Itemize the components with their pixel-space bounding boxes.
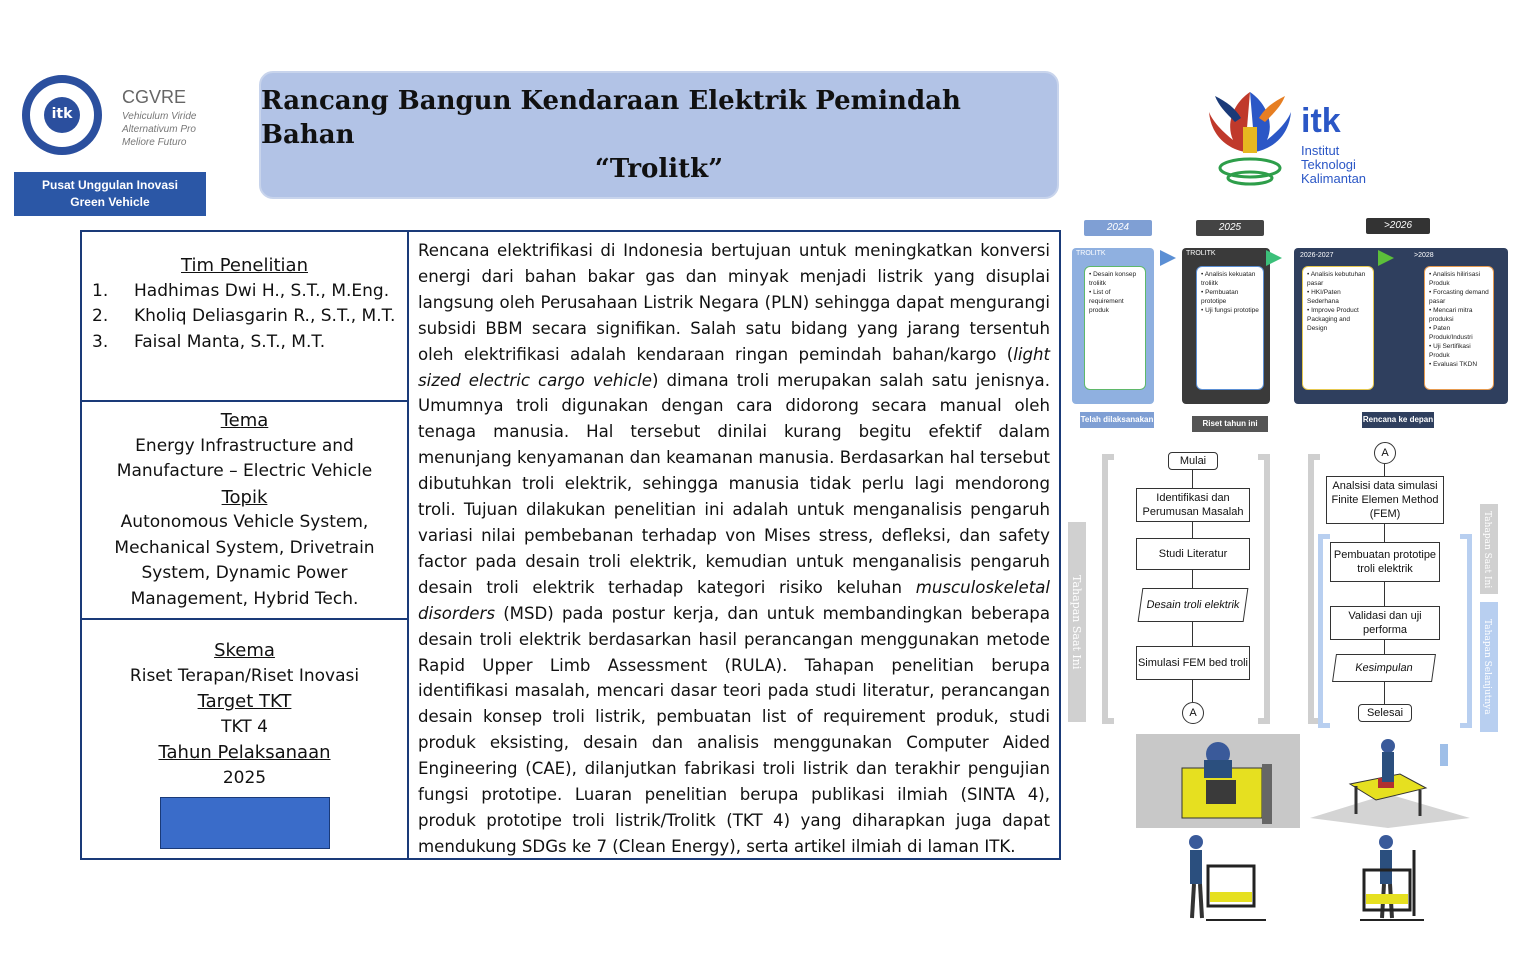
topic-line: Autonomous Vehicle System,: [120, 512, 369, 532]
bracket: [1460, 534, 1472, 728]
itk-name-line: Teknologi: [1301, 157, 1356, 172]
abstract-italic: light sized electric cargo vehicle: [418, 344, 1050, 390]
motto-line: Vehiculum Viride: [122, 111, 197, 122]
motto-line: Meliore Futuro: [122, 137, 187, 148]
side-label: Tahapan Selanjutnya: [1482, 619, 1492, 715]
phase-panel: [1072, 248, 1154, 404]
worker-trolley-icon: [1170, 830, 1290, 922]
theme-line: Energy Infrastructure and: [135, 435, 354, 456]
abstract-part: (MSD) pada postur kerja, dan untuk membandingkan beberapa desain troli elektrik berdasarkan hasil perancangan menggunakan metode Rapid Upper Limb Assessment (RULA). Tahapan penelitian berupa identifikasi masalah, mencari dasar teori pada studi literatur, perancangan desain konsep troli listrik, pembuatan list of requirement produk, studi produk eksisting, desain dan analisis menggunakan Computer Aided Engineering (CAE), dilanjutkan fabrikasi troli listrik dan terakhir pengujian fungsi prototipe. Luaran penelitian berupa publikasi ilmiah (SINTA 4), produk prototipe troli listrik/Trolitk (TKT 4) yang diharapkan juga dapat mendukung SDGs ke 7 (Clean Energy), serta artikel ilmiah di laman ITK.: [418, 603, 1050, 856]
ergonomic-figure-1: [1170, 830, 1290, 922]
bracket: [1318, 534, 1330, 728]
itk-logo: [1205, 82, 1385, 192]
center-badge: [14, 172, 206, 216]
flow-connector: A: [1374, 442, 1396, 464]
phase-item: • Analisis hilirisasi Produk: [1429, 271, 1481, 287]
phase-item: • Desain konsep troliitk: [1089, 271, 1137, 287]
phase-header: TROLITK: [1076, 250, 1106, 257]
phase-header: 2026-2027: [1300, 252, 1334, 259]
arrow-icon: [1160, 250, 1176, 266]
abstract-part: Rencana elektrifikasi di Indonesia bertujuan untuk meningkatkan konversi energi dari bahan bakar gas dan minyak menjadi listrik yang disuplai langsung oleh Perusahaan Listrik Negara (PLN) sehingga dapat mengurangi subsidi BBM secara signifikan. Salah satu bidang yang jarang tersentuh oleh elektrifikasi adalah kendaraan ringan pemindah bahan/kargo (: [418, 241, 1050, 364]
flow-connector: A: [1182, 702, 1204, 724]
team-member: 3. Faisal Manta, S.T., M.T.: [92, 331, 326, 352]
flow-step: Studi Literatur: [1136, 538, 1250, 570]
badge-line: Green Vehicle: [70, 195, 150, 209]
year-tab: 2025: [1196, 220, 1264, 236]
topic-heading: Topik: [221, 486, 268, 508]
phase-item: • Uji Sertifikasi Produk: [1429, 343, 1471, 359]
flow-step: Desain troli elektrik: [1138, 588, 1249, 622]
phase-card: [1424, 266, 1494, 390]
year-heading: Tahun Pelaksanaan: [158, 742, 331, 763]
phase-panel: [1294, 248, 1508, 404]
phase-item: • Mencari mitra produksi: [1429, 307, 1473, 323]
year-tab: 2024: [1084, 220, 1152, 236]
phase-item: • Evaluasi TKDN: [1429, 361, 1478, 368]
trolley-render-top: [1136, 734, 1300, 828]
theme-heading: Tema: [220, 410, 269, 431]
flow-step: Pembuatan prototipe troli elektrik: [1330, 542, 1440, 582]
phase-item: • Pembuatan prototipe: [1201, 289, 1239, 305]
badge-line: Pusat Unggulan Inovasi: [41, 178, 179, 192]
flow-start: Mulai: [1168, 452, 1218, 470]
abstract-part: ) dimana troli merupakan salah satu jenisnya. Umumnya troli digunakan dengan cara didorong secara manual oleh tenaga manusia. Hal tersebut dinilai kurang begitu efektif dalam menunjang kenyamanan dan keamanan manusia. Berdasarkan hal tersebut dibutuhkan troli elektrik, sehingga manusia tidak perlu lagi mendorong troli. Tujuan dilakukan penelitian ini adalah untuk menganalisis pengaruh variasi nilai pembebanan terhadap von Mises stress, defleksi, dan safety factor pada desain troli elektrik, kemudian untuk menganalisis pengaruh desain troli elektrik terhadap kategori risiko keluhan: [418, 370, 1050, 597]
cgvre-short-name: CGVRE: [122, 87, 187, 107]
phase-item: • Paten Produk/Industri: [1429, 325, 1473, 341]
itk-name-line: Institut: [1301, 143, 1340, 158]
phase-item: • Forcasting demand pasar: [1429, 289, 1489, 305]
motto-line: Alternativum Pro: [122, 124, 196, 135]
team-member: 1. Hadhimas Dwi H., S.T., M.Eng.: [92, 280, 390, 301]
title-banner: [259, 71, 1059, 199]
phase-panel: [1182, 248, 1270, 404]
title-line-2: “Trolitk”: [594, 154, 724, 184]
side-label: Tahapan Saat Ini: [1482, 511, 1492, 589]
worker-trolley-icon: [1330, 830, 1450, 922]
year-value: 2025: [222, 767, 267, 788]
status-badge: Rencana ke depan: [1362, 412, 1434, 428]
abstract-italic: musculoskeletal disorders: [418, 577, 1050, 623]
year-tab: >2026: [1366, 218, 1430, 234]
flow-end: Selesai: [1358, 704, 1412, 722]
itk-wordmark: itk: [1301, 102, 1341, 140]
flow-step: Identifikasi dan Perumusan Masalah: [1136, 488, 1250, 522]
phase-card: [1196, 266, 1264, 390]
phase-item: • Analisis kebutuhan pasar: [1307, 271, 1366, 287]
itk-emblem-icon: [1205, 82, 1295, 190]
info-column: [80, 230, 409, 860]
flow-step: Kesimpulan: [1332, 654, 1436, 682]
theme-box: [80, 400, 409, 620]
topic-line: Management, Hybrid Tech.: [130, 588, 359, 609]
topic-line: Mechanical System, Drivetrain: [114, 537, 375, 558]
flowchart: [1068, 442, 1512, 732]
tkt-heading: Target TKT: [197, 691, 292, 712]
phase-item: • Uji fungsi prototipe: [1201, 307, 1259, 314]
itk-name-line: Kalimantan: [1301, 171, 1367, 186]
status-badge: Telah dilaksanakan: [1080, 412, 1154, 428]
ergonomic-figure-2: [1330, 830, 1450, 922]
cgvre-emblem-text: itk: [44, 97, 80, 133]
phase-item: • Improve Product Packaging and Design: [1307, 307, 1359, 332]
scheme-heading: Skema: [214, 640, 275, 661]
bracket: [1258, 454, 1270, 724]
team-list: [82, 279, 407, 356]
team-box: [80, 230, 409, 402]
scheme-value: Riset Terapan/Riset Inovasi: [129, 665, 360, 686]
roadmap: [1068, 216, 1512, 440]
phase-card: [1084, 266, 1146, 390]
trolley-top-icon: [1136, 734, 1300, 828]
abstract-text: [418, 238, 1050, 856]
phase-item: • Analisis kekuatan troliitk: [1201, 271, 1256, 287]
phase-item: • HKI/Paten Sederhana: [1307, 289, 1341, 305]
phase-header: TROLITK: [1186, 250, 1216, 257]
phase-header: >2028: [1414, 252, 1434, 259]
topic-line: System, Dynamic Power: [141, 563, 348, 583]
phase-card: [1302, 266, 1374, 390]
cgvre-logo: [22, 75, 212, 170]
flow-step: Analsisi data simulasi Finite Elemen Method (FEM): [1326, 476, 1444, 524]
team-member: 2. Kholiq Deliasgarin R., S.T., M.T.: [92, 306, 396, 326]
status-badge: Riset tahun ini: [1192, 416, 1268, 432]
arrow-icon: [1266, 250, 1282, 266]
blue-block: [160, 797, 330, 849]
arrow-icon: [1378, 250, 1394, 266]
bracket: [1102, 454, 1114, 724]
scheme-box: [80, 618, 409, 860]
flow-step: Validasi dan uji performa: [1330, 606, 1440, 640]
theme-line: Manufacture – Electric Vehicle: [116, 461, 373, 481]
tkt-value: TKT 4: [221, 716, 268, 737]
title-line-1: Rancang Bangun Kendaraan Elektrik Pemindah Bahan: [261, 86, 961, 150]
trolley-iso-icon: [1300, 734, 1476, 828]
flow-step: Simulasi FEM bed troli: [1136, 646, 1250, 680]
side-label: Tahapan Saat Ini: [1070, 574, 1083, 670]
phase-item: • List of requirement produk: [1089, 289, 1124, 314]
cgvre-emblem: [22, 75, 102, 155]
trolley-render-iso: [1300, 734, 1476, 828]
team-heading: Tim Penelitian: [181, 255, 308, 276]
